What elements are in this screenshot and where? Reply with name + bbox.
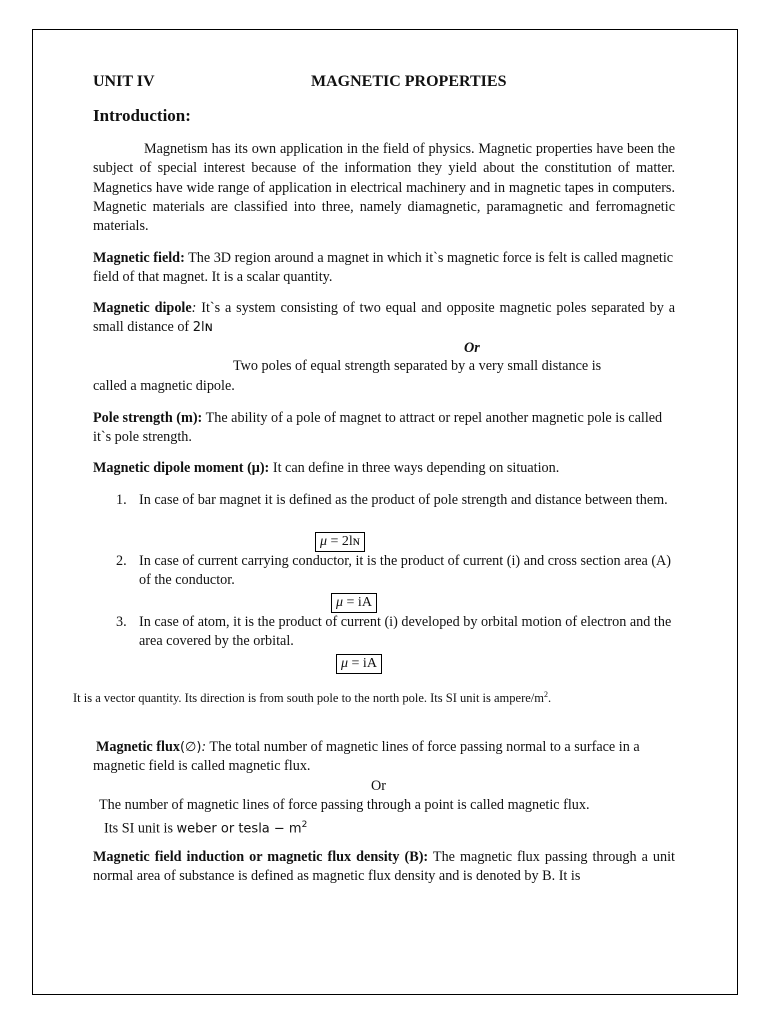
vector-note-sup: 2 <box>544 690 548 699</box>
magnetic-field-paragraph <box>93 249 675 288</box>
vector-note-part-a: It is a vector quantity. Its direction is from south pole to the north <box>73 691 403 706</box>
flux-density-term: Magnetic field induction or magnetic flux density (B): <box>93 849 429 865</box>
pole-strength-term: Pole strength (m): <box>93 410 203 426</box>
or-separator-1: Or <box>464 340 480 356</box>
magnetic-flux-symbol: (∅) <box>179 740 202 755</box>
dipole-moment-paragraph <box>93 459 675 478</box>
magnetic-dipole-term: Magnetic dipole <box>93 300 192 316</box>
dipole-moment-text: It can define in three ways depending on situation. <box>269 460 560 476</box>
magnetic-flux-term: Magnetic flux <box>96 739 180 755</box>
flux-density-text: The magnetic flux passing through a unit normal area of substance is defined as magnetic flux density and is denoted by B. It is <box>93 849 675 885</box>
dipole-alt-line-1: Two poles of equal strength separated by a very small distance is <box>233 358 602 374</box>
flux-si-sup: 2 <box>301 820 308 830</box>
formula-box <box>336 654 382 674</box>
or-separator-2: Or <box>371 778 386 794</box>
magnetic-dipole-colon: : <box>191 300 197 316</box>
flux-si-unit-value: weber or tesla − m <box>176 821 302 837</box>
flux-alt-definition: The number of magnetic lines of force passing through a point is called magnetic flux. <box>99 797 590 813</box>
formula-rest: = 2lɴ <box>327 534 360 549</box>
list-item: In case of current carrying conductor, it is the product of current (i) and cross section area (A) of the conductor. <box>139 553 672 589</box>
pole-strength-paragraph <box>93 409 675 448</box>
list-number: 2. <box>116 553 127 569</box>
magnetic-field-term: Magnetic field: <box>93 250 185 266</box>
flux-si-unit <box>104 816 307 839</box>
vector-note-part-b: pole. Its SI unit is ampere/m <box>402 691 544 706</box>
formula-box <box>315 532 365 552</box>
formula-mu: μ <box>341 656 349 671</box>
magnetic-flux-paragraph <box>93 738 675 777</box>
magnetic-flux-colon: : <box>201 739 207 755</box>
formula-mu: μ <box>320 534 328 549</box>
flux-density-paragraph <box>93 848 675 887</box>
page-title: MAGNETIC PROPERTIES <box>311 73 507 90</box>
formula-rest: = iA <box>348 656 377 671</box>
magnetic-flux-text: The total number of magnetic lines of force passing normal to a surface in a magnetic field is called magnetic flux. <box>93 739 640 775</box>
magnetic-dipole-paragraph <box>93 299 675 338</box>
magnetic-field-text: The 3D region around a magnet in which it`s magnetic force is felt is called magnetic field of that magnet. It is a scalar quantity. <box>93 250 674 286</box>
formula-box <box>331 593 377 613</box>
list-number: 1. <box>116 492 127 508</box>
flux-si-prefix: Its SI unit is <box>104 820 177 837</box>
section-heading-introduction: Introduction: <box>93 106 191 125</box>
dipole-distance: 2lɴ <box>192 320 213 336</box>
dipole-moment-term: Magnetic dipole moment (μ): <box>93 460 270 476</box>
vector-quantity-note <box>73 690 551 706</box>
list-item: In case of bar magnet it is defined as the product of pole strength and distance between them. <box>139 492 668 508</box>
list-number: 3. <box>116 614 127 630</box>
unit-label: UNIT IV <box>93 73 155 90</box>
list-item: In case of atom, it is the product of current (i) developed by orbital motion of electron and the area covered by the orbital. <box>139 614 672 650</box>
intro-paragraph: Magnetism has its own application in the field of physics. Magnetic properties have been the subject of special interest because of the information they yield about the constitution of matter. Magnetics have wide range of application in electrical machinery and in magnetic tapes in computers. Magnetic materials are classified into three, namely diamagnetic, paramagnetic and ferromagnetic materials. <box>93 141 675 235</box>
formula-rest: = iA <box>343 595 372 610</box>
magnetic-dipole-text: It`s a system consisting of two equal and opposite magnetic poles separated by a small distance of <box>93 300 675 336</box>
formula-mu: μ <box>336 595 344 610</box>
pole-strength-text: The ability of a pole of magnet to attract or repel another magnetic pole is called it`s pole strength. <box>93 410 663 446</box>
dipole-alt-line-2: called a magnetic dipole. <box>93 378 235 394</box>
vector-note-end: . <box>548 691 552 706</box>
